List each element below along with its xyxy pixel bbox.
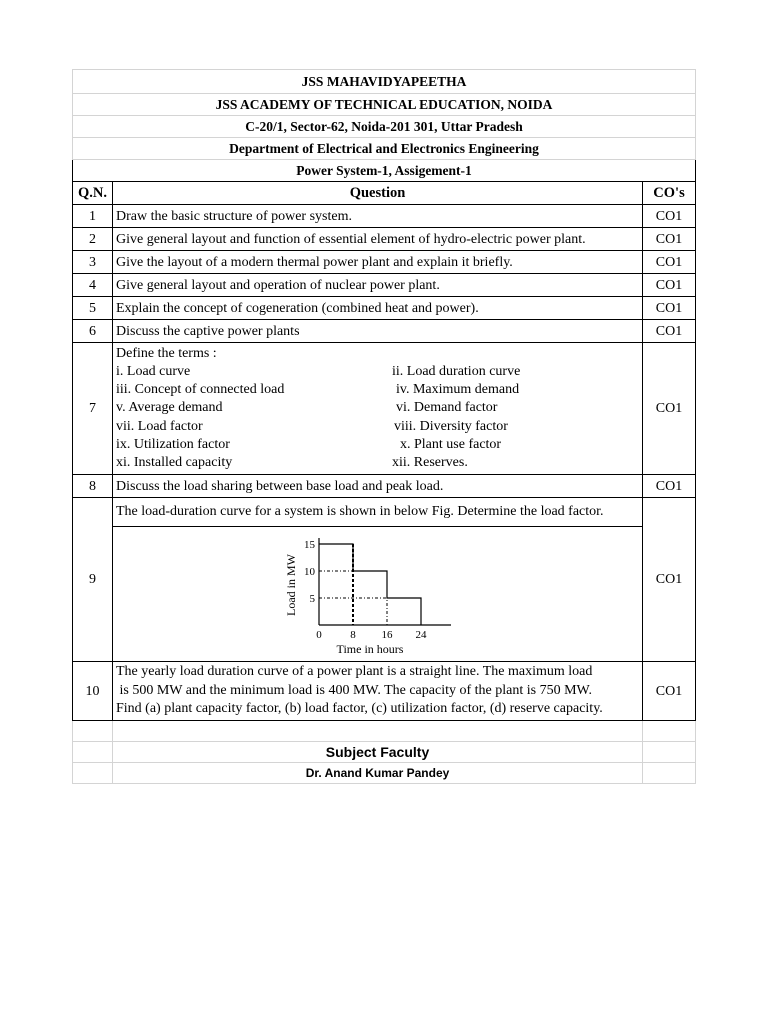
y-tick-label: 15 (304, 539, 315, 551)
question-text (113, 343, 643, 475)
question-co: CO1 (643, 251, 696, 274)
x-tick-label: 24 (415, 629, 427, 641)
empty-cell (643, 721, 696, 742)
question-text: Give the layout of a modern thermal power plant and explain it briefly. (113, 251, 643, 274)
term-pair (116, 399, 639, 417)
y-axis-label: Load in MW (284, 554, 298, 616)
institution-name: JSS MAHAVIDYAPEETHA (73, 70, 696, 94)
empty-cell (73, 721, 113, 742)
question-number: 3 (73, 251, 113, 274)
term: i. Load curve (116, 363, 191, 379)
question-text-line: The load-duration curve for a system is shown in below Fig. Determine the load factor. (113, 498, 642, 527)
term-pair (116, 363, 639, 381)
question-row (73, 205, 696, 228)
empty-cell (73, 742, 113, 763)
col-header-cos: CO's (643, 182, 696, 205)
question-co: CO1 (643, 297, 696, 320)
term: vii. Load factor (116, 418, 203, 434)
assignment-title: Power System-1, Assigement-1 (73, 160, 696, 182)
question-text: Explain the concept of cogeneration (combined heat and power). (113, 297, 643, 320)
question-co: CO1 (643, 343, 696, 475)
question-text: Draw the basic structure of power system. (113, 205, 643, 228)
terms-intro: Define the terms : (116, 345, 217, 361)
question-text: Give general layout and operation of nuclear power plant. (113, 274, 643, 297)
y-tick-label: 5 (309, 593, 315, 605)
question-row (73, 662, 696, 721)
question-co: CO1 (643, 662, 696, 721)
term: iv. Maximum demand (396, 382, 520, 398)
question-number: 8 (73, 475, 113, 498)
question-text: Give general layout and function of essential element of hydro-electric power plant. (113, 228, 643, 251)
faculty-name: Dr. Anand Kumar Pandey (113, 763, 643, 784)
question-text (113, 662, 643, 721)
term: xi. Installed capacity (116, 455, 233, 470)
question-number: 5 (73, 297, 113, 320)
academy-address: C-20/1, Sector-62, Noida-201 301, Uttar Pradesh (73, 116, 696, 138)
empty-cell (643, 763, 696, 784)
empty-cell (643, 742, 696, 763)
question-number: 4 (73, 274, 113, 297)
question-co: CO1 (643, 475, 696, 498)
term: v. Average demand (116, 400, 223, 416)
load-duration-chart (281, 530, 451, 658)
question-number: 9 (73, 498, 113, 662)
term-pair (116, 418, 639, 436)
term-pair (116, 381, 639, 399)
term: xii. Reserves. (392, 455, 468, 470)
x-tick-label: 0 (316, 629, 322, 641)
question-row (73, 228, 696, 251)
department-name: Department of Electrical and Electronics Engineering (73, 138, 696, 160)
term: x. Plant use factor (400, 436, 502, 452)
x-tick-label: 8 (350, 629, 356, 641)
question-text-line: Find (a) plant capacity factor, (b) load factor, (c) utilization factor, (d) reserve capacity. (116, 701, 603, 717)
question-co: CO1 (643, 274, 696, 297)
empty-cell (73, 763, 113, 784)
question-row (73, 475, 696, 498)
assignment-sheet (72, 69, 695, 784)
term: ix. Utilization factor (116, 436, 230, 452)
question-co: CO1 (643, 498, 696, 662)
academy-name: JSS ACADEMY OF TECHNICAL EDUCATION, NOIDA (73, 94, 696, 116)
question-co: CO1 (643, 205, 696, 228)
question-number: 1 (73, 205, 113, 228)
question-co: CO1 (643, 228, 696, 251)
question-row (73, 297, 696, 320)
assignment-table (72, 69, 696, 784)
question-number: 10 (73, 662, 113, 721)
x-axis-label: Time in hours (336, 642, 404, 656)
question-text: Discuss the load sharing between base load and peak load. (113, 475, 643, 498)
empty-cell (113, 721, 643, 742)
question-row (73, 320, 696, 343)
question-row (73, 251, 696, 274)
question-co: CO1 (643, 320, 696, 343)
term-pair (116, 454, 639, 472)
question-text: Discuss the captive power plants (113, 320, 643, 343)
question-number: 7 (73, 343, 113, 475)
y-tick-label: 10 (304, 566, 315, 578)
col-header-qn: Q.N. (73, 182, 113, 205)
term: viii. Diversity factor (394, 418, 508, 434)
x-tick-label: 16 (381, 629, 393, 641)
load-duration-series (319, 544, 421, 625)
question-row (73, 343, 696, 475)
faculty-title: Subject Faculty (113, 742, 643, 763)
col-header-question: Question (113, 182, 643, 205)
term: iii. Concept of connected load (116, 382, 285, 398)
term: vi. Demand factor (396, 400, 498, 416)
question-number: 6 (73, 320, 113, 343)
question-number: 2 (73, 228, 113, 251)
term: ii. Load duration curve (392, 363, 521, 379)
question-text (113, 498, 643, 662)
question-text-line: is 500 MW and the minimum load is 400 MW. The capacity of the plant is 750 MW. (116, 682, 592, 698)
question-row (73, 274, 696, 297)
question-text-line: The yearly load duration curve of a power plant is a straight line. The maximum load (116, 664, 593, 680)
question-row (73, 498, 696, 662)
term-pair (116, 436, 639, 454)
